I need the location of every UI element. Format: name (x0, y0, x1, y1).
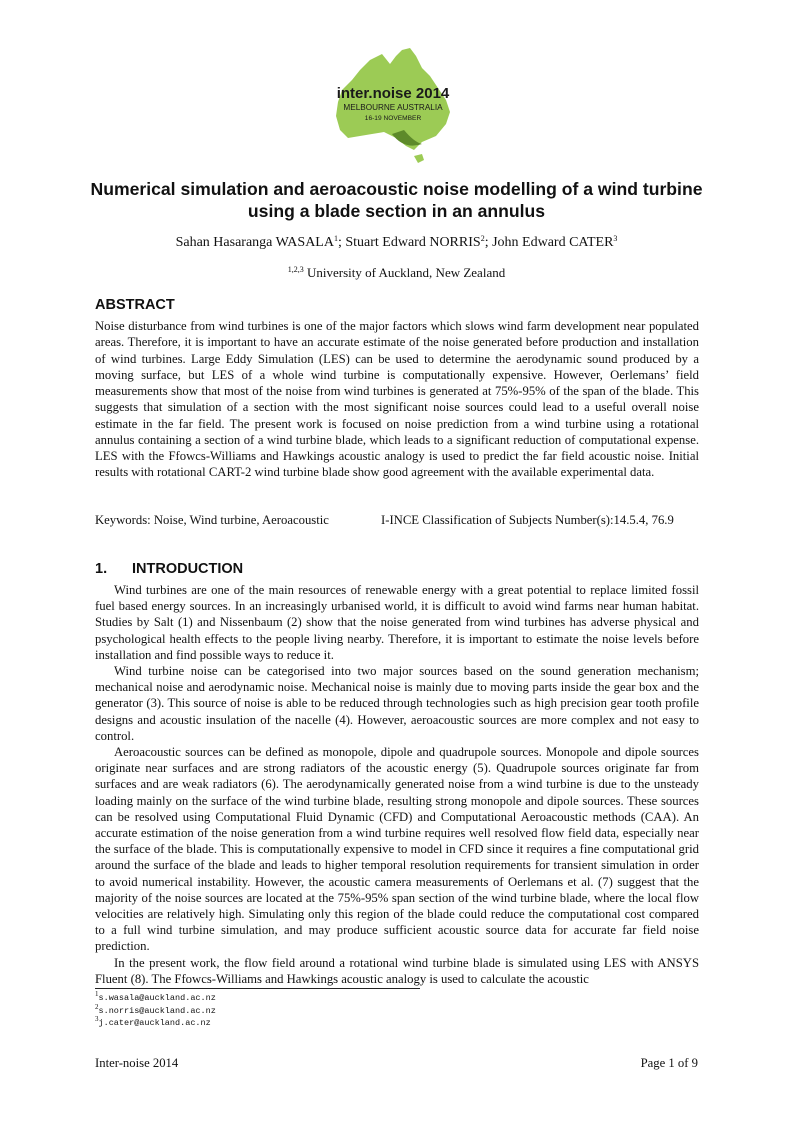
footnote (95, 1017, 495, 1030)
author-name: Sahan Hasaranga WASALA (175, 235, 334, 250)
keywords-line (95, 512, 699, 528)
footnote-mark: 1 (95, 990, 99, 998)
footnote-email-link[interactable]: s.norris@auckland.ac.nz (98, 1005, 216, 1016)
author-separator: ; (337, 235, 346, 250)
author-name: John Edward CATER (492, 235, 614, 250)
author-list (80, 234, 713, 252)
affiliation-marks: 1,2,3 (287, 265, 304, 274)
logo-location-text: MELBOURNE AUSTRALIA (343, 103, 443, 112)
abstract-heading: ABSTRACT (95, 297, 175, 313)
affiliation-text: University of Auckland, New Zealand (303, 265, 506, 280)
footer-page-number: Page 1 of 9 (640, 1056, 698, 1070)
footnotes (95, 992, 495, 1030)
australia-map-icon (330, 46, 456, 164)
abstract-text: Noise disturbance from wind turbines is one of the major factors which slows wind farm development near populated areas. Therefore, it is important to have an accurate estimate of the noise generated before production and installation of wind turbines. Large Eddy Simulation (LES) can be used to determine the aerodynamic sound produced by a moving surface, but LES of a whole wind turbine is computationally expensive. However, Oerlemans’ field measurements show that most of the noise from wind turbines is generated at 75%-95% of the span of the blade. This suggests that simulation of a section with the most significant noise sources could lead to a useful overall noise estimate in the far field. The present work is focused on noise prediction from a wind turbine using a rotational annulus containing a section of a wind turbine blade, which leads to a significant reduction of computational expense. LES with the Ffowcs-Williams and Hawkings acoustic analogy is used to predict the far field acoustic noise. Initial results with rotational CART-2 wind turbine blade show good agreement with the available experimental data. (95, 319, 699, 480)
paragraph: Aeroacoustic sources can be defined as monopole, dipole and quadrupole sources. Monopole and dipole sources originate near surfaces and are strong radiators of the acoustic energy (5). Quadrupole sources originate far from surfaces and are weak radiators (6). The aerodynamically generated noise from a wind turbine is due to the unsteady loading mainly on the surface of the wind turbine blade, resulting strong monopole and dipole sources. These sources can be resolved using Computational Fluid Dynamic (CFD) and Computational Aeroacoustic methods (CAA). An accurate estimation of the noise generation from a wind turbine requires well resolved flow field data, especially near the surface of the blade. This is computationally expensive to model in CFD since it requires a fine computational grid around the surface of the blade and leads to higher temporal resolution requirements for transient simulation in order to avoid numerical instability. However, the acoustic camera measurements of Oerlemans et al. (7) suggest that the majority of the noise sources are located at the 75%-95% span section of the wind turbine blade, where the local flow velocities are relatively high. Simulating only this region of the blade could reduce the computational cost compared to a full wind turbine simulation, and may produce sufficient acoustic source data for accurate far field noise prediction. (95, 745, 699, 954)
affiliation (80, 264, 713, 281)
author-separator: ; (484, 235, 493, 250)
author-mark: 3 (613, 234, 618, 243)
logo-event-text: inter.noise 2014 (336, 85, 450, 102)
keywords: Keywords: Noise, Wind turbine, Aeroacoustic (95, 513, 329, 527)
footer-conference: Inter-noise 2014 (95, 1056, 179, 1070)
footnote-mark: 2 (95, 1002, 99, 1011)
footnote (95, 1002, 495, 1018)
tasmania-shape (414, 154, 424, 163)
footnote-email-link[interactable]: j.cater@auckland.ac.nz (98, 1018, 211, 1028)
conference-logo (330, 46, 456, 164)
logo-dates-text: 16-19 NOVEMBER (364, 115, 422, 122)
section-number: 1. (95, 561, 108, 577)
footnote-mark: 3 (95, 1015, 99, 1023)
paper-title: Numerical simulation and aeroacoustic noise modelling of a wind turbine using a blade section in an annulus (90, 179, 703, 221)
author-mark: 1 (333, 234, 338, 243)
section-title: INTRODUCTION (132, 561, 244, 577)
paragraph: In the present work, the flow field around a rotational wind turbine blade is simulated using LES with ANSYS Fluent (8). The Ffowcs-Williams and Hawkings acoustic analogy is used to calculate the acoustic (95, 955, 699, 986)
section-heading-introduction (95, 560, 243, 578)
footnote (95, 992, 495, 1005)
paragraph: Wind turbines are one of the main resources of renewable energy with a great potential to replace limited fossil fuel based energy sources. In an increasingly urbanised world, it is difficult to avoid wind farms near human habitat. Studies by Salt (1) and Nissenbaum (2) show that the noise generated from wind turbines has adverse physical and psychological health effects to the people living nearby. Therefore, it is important to estimate the noise levels before installation and find possible ways to reduce it. (95, 583, 699, 662)
paragraph: Wind turbine noise can be categorised into two major sources based on the sound generation mechanism; mechanical noise and aerodynamic noise. Mechanical noise is mainly due to moving parts inside the gear box and the generator (3). This source of noise is able to be reduced through technologies such as high precision gear tooth profile designs and acoustic insulation of the nacelle (4). However, aeroacoustic sources are more complex and not easy to control. (95, 664, 699, 743)
footnote-email-link[interactable]: s.wasala@auckland.ac.nz (98, 993, 216, 1003)
author-name: Stuart Edward NORRIS (345, 235, 481, 250)
footnote-divider (95, 988, 420, 989)
author-mark: 2 (480, 234, 485, 243)
introduction-body (95, 582, 699, 987)
ince-classification: I-INCE Classification of Subjects Number(s):14.5.4, 76.9 (381, 513, 674, 527)
